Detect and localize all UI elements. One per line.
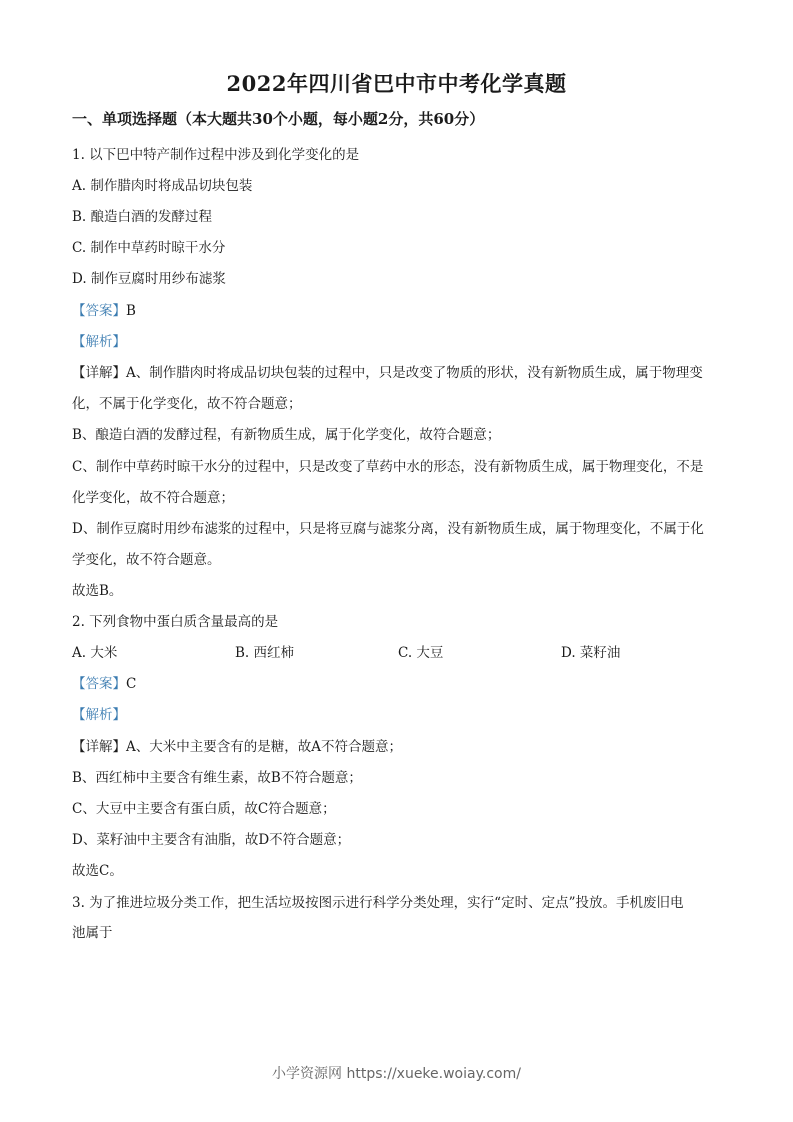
answer-value: C (126, 676, 137, 692)
question-2-detail-line: C、大豆中主要含有蛋白质，故C符合题意； (72, 801, 336, 817)
question-1-analysis-tag (72, 330, 126, 350)
question-2-analysis-tag (72, 703, 126, 723)
question-1-detail-line: 化，不属于化学变化，故不符合题意； (72, 396, 302, 412)
question-2-detail-line: D、菜籽油中主要含有油脂，故D不符合题意； (72, 832, 351, 848)
question-2-detail-line: B、西红柿中主要含有维生素，故B不符合题意； (72, 770, 362, 786)
detail-tag: 【详解】 (72, 739, 126, 755)
question-2-conclusion: 故选C。 (72, 863, 123, 879)
question-1-conclusion: 故选B。 (72, 583, 123, 599)
question-1-detail-line (72, 361, 703, 381)
question-1-detail-line: 化学变化，故不符合题意； (72, 490, 234, 506)
footer-watermark: 小学资源网 https://xueke.woiay.com/ (272, 1066, 521, 1082)
question-2-option-d: D. 菜籽油 (561, 645, 621, 661)
question-3-stem-cont: 池属于 (72, 925, 113, 941)
question-1-option-d: D. 制作豆腐时用纱布滤浆 (72, 271, 226, 287)
question-1-option-c: C. 制作中草药时晾干水分 (72, 240, 226, 256)
question-2-option-a: A. 大米 (72, 645, 118, 661)
question-1-detail-line: B、酿造白酒的发酵过程，有新物质生成，属于化学变化，故符合题意； (72, 427, 501, 443)
question-2-option-b: B. 西红柿 (235, 645, 295, 661)
answer-value: B (126, 303, 136, 319)
question-1-detail-line: 学变化，故不符合题意。 (72, 552, 221, 568)
answer-tag: 【答案】 (72, 676, 126, 692)
answer-tag: 【答案】 (72, 303, 126, 319)
question-2-answer (72, 672, 136, 692)
question-2-detail-line (72, 735, 402, 755)
page-title: 2022年四川省巴中市中考化学真题 (226, 71, 567, 96)
question-1-option-a: A. 制作腊肉时将成品切块包装 (72, 178, 253, 194)
question-1-stem: 1. 以下巴中特产制作过程中涉及到化学变化的是 (72, 147, 360, 163)
section-heading: 一、单项选择题（本大题共30个小题，每小题2分，共60分） (72, 110, 485, 128)
detail-tag: 【详解】 (72, 365, 126, 381)
question-1-answer (72, 299, 136, 319)
question-1-detail-line: C、制作中草药时晾干水分的过程中，只是改变了草药中水的形态，没有新物质生成，属于物理变化，不是 (72, 459, 704, 475)
question-2-option-c: C. 大豆 (398, 645, 444, 661)
question-1-option-b: B. 酿造白酒的发酵过程 (72, 209, 213, 225)
detail-text: A、制作腊肉时将成品切块包装的过程中，只是改变了物质的形状，没有新物质生成，属于物理变 (126, 365, 703, 381)
question-2-stem: 2. 下列食物中蛋白质含量最高的是 (72, 614, 279, 630)
question-1-detail-line: D、制作豆腐时用纱布滤浆的过程中，只是将豆腐与滤浆分离，没有新物质生成，属于物理变化，不属于化 (72, 521, 704, 537)
analysis-tag: 【解析】 (72, 334, 126, 350)
question-3-stem: 3. 为了推进垃圾分类工作，把生活垃圾按图示进行科学分类处理，实行“定时、定点”投放。手机废旧电 (72, 895, 684, 911)
detail-text: A、大米中主要含有的是糖，故A不符合题意； (126, 739, 402, 755)
analysis-tag: 【解析】 (72, 707, 126, 723)
